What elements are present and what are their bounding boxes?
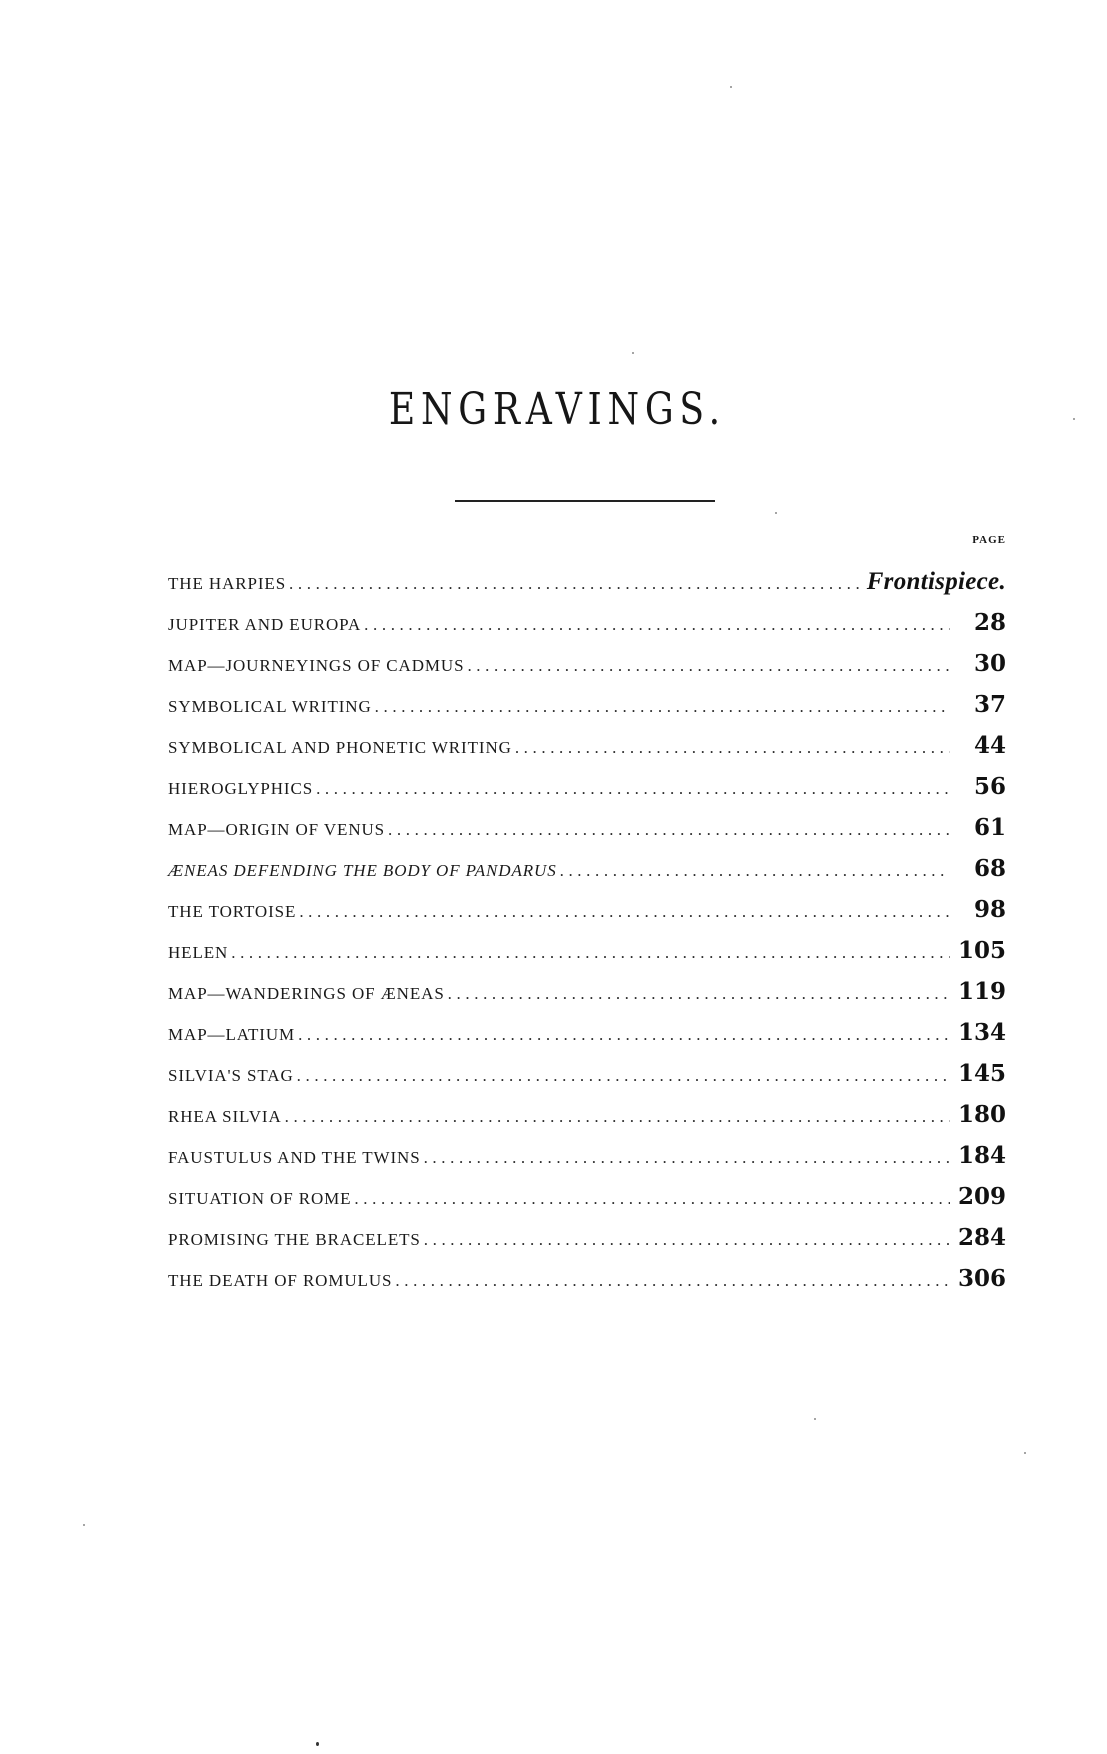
paper-speck bbox=[316, 1742, 319, 1746]
paper-speck bbox=[1024, 1452, 1026, 1454]
dot-leader bbox=[361, 604, 950, 645]
list-item bbox=[168, 930, 1006, 971]
entry-title: THE DEATH OF ROMULUS bbox=[168, 1271, 393, 1290]
dot-leader bbox=[228, 932, 950, 973]
list-item bbox=[168, 643, 1006, 684]
entry-title: HELEN bbox=[168, 943, 229, 962]
paper-speck bbox=[775, 512, 777, 514]
list-item bbox=[168, 1217, 1006, 1258]
entry-title: FAUSTULUS AND THE TWINS bbox=[168, 1148, 421, 1167]
dot-leader bbox=[295, 1014, 950, 1055]
list-item bbox=[168, 725, 1006, 766]
entry-title: SILVIA'S STAG bbox=[168, 1066, 294, 1085]
entry-page: 119 bbox=[957, 978, 1006, 1005]
paper-speck bbox=[83, 1524, 85, 1526]
dot-leader bbox=[286, 563, 861, 604]
entry-page: 209 bbox=[957, 1183, 1006, 1210]
dot-leader bbox=[421, 1219, 950, 1260]
entry-page: 68 bbox=[973, 855, 1006, 882]
entry-title: THE HARPIES bbox=[168, 574, 287, 593]
engravings-list bbox=[168, 561, 1006, 1299]
entry-title: JUPITER AND EUROPA bbox=[168, 615, 362, 634]
list-item bbox=[168, 1176, 1006, 1217]
entry-title: THE TORTOISE bbox=[168, 902, 297, 921]
list-item bbox=[168, 848, 1006, 889]
dot-leader bbox=[296, 891, 950, 932]
entry-title: SITUATION OF ROME bbox=[168, 1189, 352, 1208]
dot-leader bbox=[294, 1055, 950, 1096]
entry-page: 306 bbox=[957, 1265, 1006, 1292]
entry-title: MAP—ORIGIN OF VENUS bbox=[168, 820, 386, 839]
list-item bbox=[168, 807, 1006, 848]
page-title: ENGRAVINGS. bbox=[388, 384, 726, 435]
entry-page: 28 bbox=[973, 609, 1006, 636]
paper-speck bbox=[1073, 418, 1075, 420]
paper-speck bbox=[730, 86, 732, 88]
entry-page: 184 bbox=[957, 1142, 1006, 1169]
dot-leader bbox=[512, 727, 950, 768]
paper-speck bbox=[632, 352, 634, 354]
entry-page: 180 bbox=[957, 1101, 1006, 1128]
entry-title: RHEA SILVIA bbox=[168, 1107, 282, 1126]
title-divider bbox=[455, 500, 715, 502]
entry-title: SYMBOLICAL AND PHONETIC WRITING bbox=[168, 738, 512, 757]
entry-title: HIEROGLYPHICS bbox=[168, 779, 314, 798]
entry-page: 284 bbox=[957, 1224, 1006, 1251]
dot-leader bbox=[464, 645, 950, 686]
list-item bbox=[168, 1258, 1006, 1299]
entry-page: Frontispiece. bbox=[866, 568, 1006, 595]
list-item bbox=[168, 971, 1006, 1012]
entry-title: PROMISING THE BRACELETS bbox=[168, 1230, 421, 1249]
list-item bbox=[168, 684, 1006, 725]
dot-leader bbox=[392, 1260, 950, 1301]
dot-leader bbox=[421, 1137, 950, 1178]
list-item bbox=[168, 1053, 1006, 1094]
dot-leader bbox=[351, 1178, 950, 1219]
page-column-heading: PAGE bbox=[972, 534, 1006, 546]
dot-leader bbox=[557, 850, 950, 891]
paper-speck bbox=[814, 1418, 816, 1420]
entry-page: 134 bbox=[957, 1019, 1006, 1046]
list-item bbox=[168, 1135, 1006, 1176]
list-item bbox=[168, 1094, 1006, 1135]
entry-page: 105 bbox=[957, 937, 1006, 964]
entry-page: 37 bbox=[973, 691, 1006, 718]
entry-page: 98 bbox=[973, 896, 1006, 923]
list-item bbox=[168, 1012, 1006, 1053]
entry-page: 56 bbox=[973, 773, 1006, 800]
entry-title: MAP—JOURNEYINGS OF CADMUS bbox=[168, 656, 465, 675]
dot-leader bbox=[385, 809, 950, 850]
dot-leader bbox=[445, 973, 950, 1014]
entry-page: 44 bbox=[973, 732, 1006, 759]
dot-leader bbox=[282, 1096, 950, 1137]
list-item bbox=[168, 602, 1006, 643]
entry-title: MAP—WANDERINGS OF ÆNEAS bbox=[168, 984, 445, 1003]
entry-page: 145 bbox=[957, 1060, 1006, 1087]
entry-title: MAP—LATIUM bbox=[168, 1025, 296, 1044]
entry-title: ÆNEAS DEFENDING THE BODY OF PANDARUS bbox=[168, 861, 557, 880]
list-item bbox=[168, 561, 1006, 602]
entry-page: 30 bbox=[973, 650, 1006, 677]
list-item bbox=[168, 889, 1006, 930]
entry-title: SYMBOLICAL WRITING bbox=[168, 697, 372, 716]
dot-leader bbox=[313, 768, 950, 809]
entry-page: 61 bbox=[973, 814, 1006, 841]
list-item bbox=[168, 766, 1006, 807]
dot-leader bbox=[372, 686, 950, 727]
